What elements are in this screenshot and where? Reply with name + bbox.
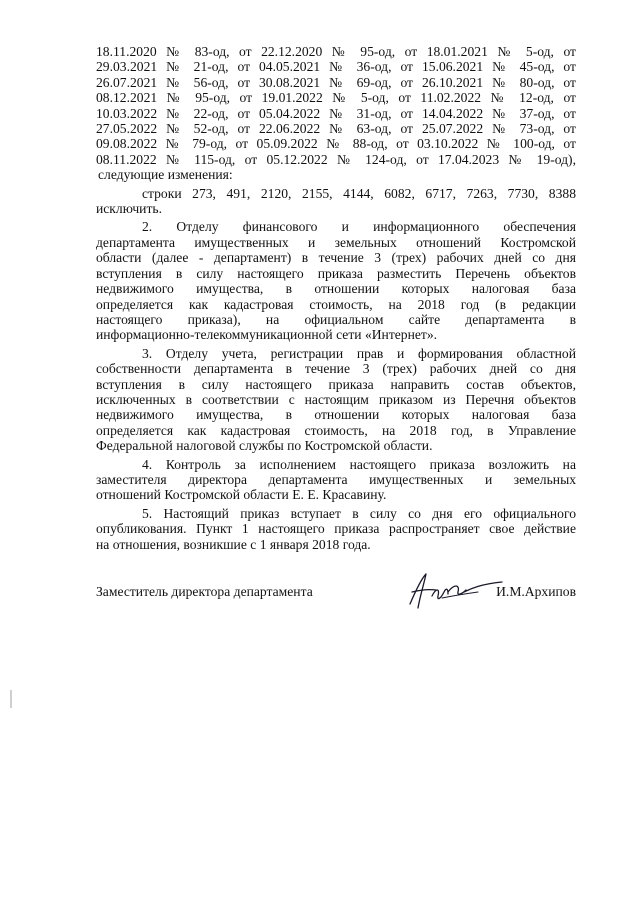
text-line: исключить. xyxy=(96,201,162,217)
text-line: настоящего приказа), на официальном сайте департамента в xyxy=(96,311,576,327)
text-line: 18.11.2020 № 83-од, от 22.12.2020 № 95-од, от 18.01.2021 № 5-од, от xyxy=(96,44,576,59)
text-line: определяется как кадастровая стоимость, на 2018 год (в редакции xyxy=(96,296,576,312)
text-line: недвижимого имущества, в отношении которых налоговая база xyxy=(96,407,576,423)
scan-margin-mark xyxy=(10,690,12,708)
text-line: заместителя директора департамента имущественных и земельных xyxy=(96,471,576,487)
text-line: собственности департамента в течение 3 (трех) рабочих дней со дня xyxy=(96,361,576,377)
document-body xyxy=(96,44,576,552)
text-line: 08.11.2022 № 115-од, от 05.12.2022 № 124-од, от 17.04.2023 № 19-од), xyxy=(96,151,576,167)
intro-paragraph xyxy=(96,44,576,183)
text-line: 2. Отделу финансового и информационного обеспечения xyxy=(142,219,576,235)
text-line: определяется как кадастровая стоимость, на 2018 год, в Управление xyxy=(96,422,576,438)
text-line: 08.12.2021 № 95-од, от 19.01.2022 № 5-од, от 11.02.2022 № 12-од, от xyxy=(96,90,576,106)
text-line: вступления в силу настоящего приказа разместить Перечень объектов xyxy=(96,265,576,281)
text-line: информационно-телекоммуникационной сети «Интернет». xyxy=(96,327,438,343)
text-line: 29.03.2021 № 21-од, от 04.05.2021 № 36-од, от 15.06.2021 № 45-од, от xyxy=(96,59,576,75)
paragraph-4 xyxy=(96,457,576,503)
paragraph-3 xyxy=(96,346,576,454)
text-line: строки 273, 491, 2120, 2155, 4144, 6082, 6717, 7263, 7730, 8388 xyxy=(142,185,576,201)
text-line: опубликования. Пункт 1 настоящего приказа распространяет свое действие xyxy=(96,521,576,537)
text-line: на отношения, возникшие с 1 января 2018 года. xyxy=(96,536,371,552)
text-line: 10.03.2022 № 22-од, от 05.04.2022 № 31-од, от 14.04.2022 № 37-од, от xyxy=(96,105,576,121)
signatory-title: Заместитель директора департамента xyxy=(96,584,313,599)
paragraph-2 xyxy=(96,219,576,342)
text-line: недвижимого имущества, в отношении которых налоговая база xyxy=(96,281,576,297)
text-line: 3. Отделу учета, регистрации прав и формирования областной xyxy=(142,345,576,361)
text-line: области (далее - департамент) в течение 3 (трех) рабочих дней со дня xyxy=(96,250,576,266)
text-line: 09.08.2022 № 79-од, от 05.09.2022 № 88-од, от 03.10.2022 № 100-од, от xyxy=(96,136,576,152)
signatory-name: И.М.Архипов xyxy=(496,584,576,599)
text-line: 4. Контроль за исполнением настоящего приказа возложить на xyxy=(142,456,576,472)
text-line: Федеральной налоговой службы по Костромской области. xyxy=(96,438,433,454)
rows-paragraph xyxy=(96,186,576,217)
text-line: 26.07.2021 № 56-од, от 30.08.2021 № 69-од, от 26.10.2021 № 80-од, от xyxy=(96,74,576,90)
text-line: следующие изменения: xyxy=(98,167,233,183)
signature-block xyxy=(96,578,576,612)
paragraph-5 xyxy=(96,506,576,552)
text-line: 5. Настоящий приказ вступает в силу со дня его официального xyxy=(142,505,576,521)
text-line: отношений Костромской области Е. Е. Красавину. xyxy=(96,487,387,503)
text-line: 27.05.2022 № 52-од, от 22.06.2022 № 63-од, от 25.07.2022 № 73-од, от xyxy=(96,121,576,137)
text-line: исключенных в соответствии с настоящим приказом из Перечня объектов xyxy=(96,391,576,407)
text-line: департамента имущественных и земельных отношений Костромской xyxy=(96,234,576,250)
text-line: вступления в силу настоящего приказа направить состав объектов, xyxy=(96,376,576,392)
